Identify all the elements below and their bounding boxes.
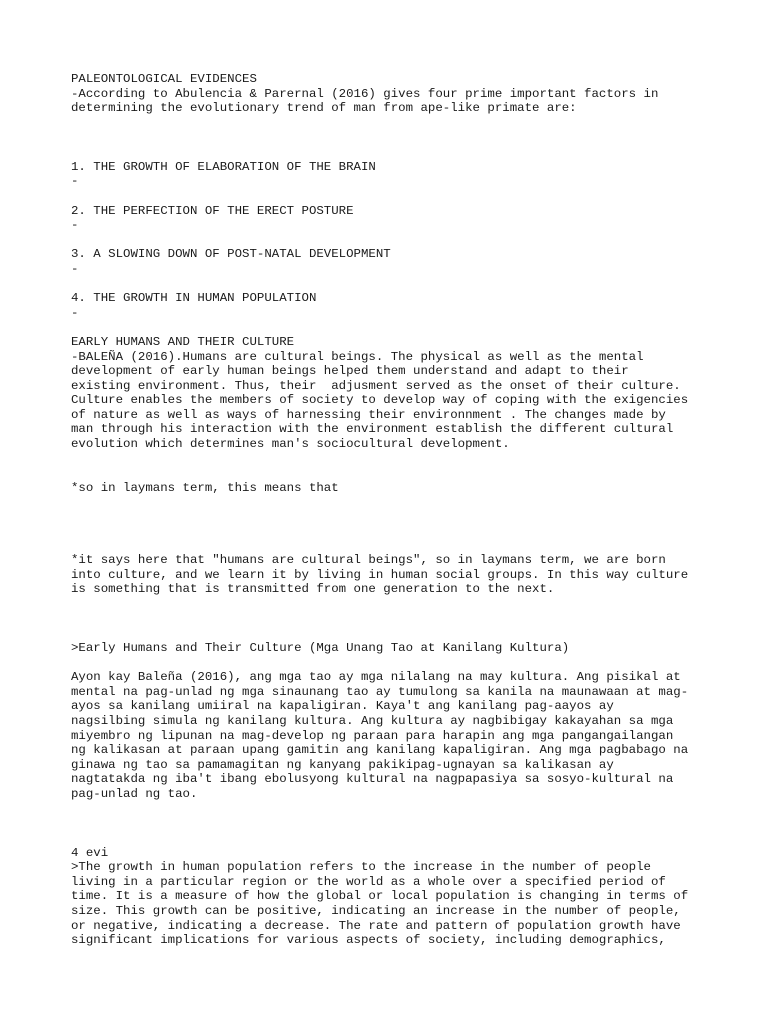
early-humans-line-1: -BALEÑA (2016).Humans are cultural beings. The physical as well as the mental — [71, 349, 644, 364]
filipino-line-8: nagtatakda ng iba't ibang ebolusyong kultural na nagpapasiya sa sosyo-kultural na — [71, 772, 674, 787]
note-cultural-beings-line-3: is something that is transmitted from one generation to the next. — [71, 582, 555, 597]
intro-line-2: determining the evolutionary trend of man from ape-like primate are: — [71, 101, 577, 116]
early-humans-line-3: existing environment. Thus, their adjusment served as the onset of their culture. — [71, 378, 681, 393]
factor-3: 3. A SLOWING DOWN OF POST-NATAL DEVELOPMENT — [71, 247, 391, 262]
early-humans-line-7: evolution which determines man's sociocultural development. — [71, 437, 510, 452]
filipino-line-3: ayos sa kanilang umiiral na kapaligiran. Kaya't ang kanilang pag-aayos ay — [71, 699, 614, 714]
factor-4: 4. THE GROWTH IN HUMAN POPULATION — [71, 291, 317, 306]
population-line-3: time. It is a measure of how the global or local population is changing in terms of — [71, 889, 689, 904]
filipino-line-2: mental na pag-unlad ng mga sinaunang tao ay tumulong sa kanila na maunawaan at mag- — [71, 684, 689, 699]
note-laymans-term: *so in laymans term, this means that — [71, 480, 339, 495]
population-line-6: significant implications for various aspects of society, including demographics, — [71, 933, 666, 948]
filipino-line-9: pag-unlad ng tao. — [71, 786, 198, 801]
early-humans-line-6: man through his interaction with the environment establish the different cultural — [71, 422, 674, 437]
filipino-line-5: miyembro ng lipunan na mag-develop ng paraan para harapin ang mga pangangailangan — [71, 728, 674, 743]
factor-1-dash: - — [71, 174, 79, 189]
population-line-4: size. This growth can be positive, indicating an increase in the number of people, — [71, 903, 681, 918]
factor-3-dash: - — [71, 261, 79, 276]
early-humans-line-4: Culture enables the members of society to develop way of coping with the exigencies — [71, 393, 689, 408]
early-humans-line-5: of nature as well as ways of harnessing their environnment . The changes made by — [71, 407, 666, 422]
note-cultural-beings-line-1: *it says here that "humans are cultural beings", so in laymans term, we are born — [71, 553, 666, 568]
factor-4-dash: - — [71, 305, 79, 320]
filipino-line-4: nagsilbing simula ng kanilang kultura. Ang kultura ay nagbibigay kakayahan sa mga — [71, 714, 674, 728]
factor-2: 2. THE PERFECTION OF THE ERECT POSTURE — [71, 203, 354, 218]
filipino-line-7: ginawa ng tao sa pamamagitan ng kanyang pakikipag-ugnayan sa kalikasan ay — [71, 757, 614, 772]
early-humans-line-2: development of early human beings helped them understand and adapt to their — [71, 364, 629, 379]
factor-2-dash: - — [71, 218, 79, 233]
section-title-paleontological: PALEONTOLOGICAL EVIDENCES — [71, 72, 257, 86]
section-title-filipino: >Early Humans and Their Culture (Mga Unang Tao at Kanilang Kultura) — [71, 641, 570, 656]
population-line-2: living in a particular region or the world as a whole over a specified period of — [71, 874, 666, 889]
section-label-4-evi: 4 evi — [71, 845, 109, 860]
population-line-5: or negative, indicating a decrease. The rate and pattern of population growth have — [71, 918, 681, 933]
factor-1: 1. THE GROWTH OF ELABORATION OF THE BRAIN — [71, 159, 376, 174]
filipino-line-1: Ayon kay Baleña (2016), ang mga tao ay mga nilalang na may kultura. Ang pisikal at — [71, 670, 681, 685]
population-line-1: >The growth in human population refers to the increase in the number of people — [71, 860, 651, 875]
section-title-early-humans: EARLY HUMANS AND THEIR CULTURE — [71, 334, 295, 349]
filipino-line-6: ng kalikasan at paraan upang gamitin ang kanilang kapaligiran. Ang mga pagbabago na — [71, 743, 689, 758]
note-cultural-beings-line-2: into culture, and we learn it by living in human social groups. In this way culture — [71, 567, 689, 582]
document-page — [71, 72, 711, 948]
intro-line-1: -According to Abulencia & Parernal (2016) gives four prime important factors in — [71, 86, 659, 101]
